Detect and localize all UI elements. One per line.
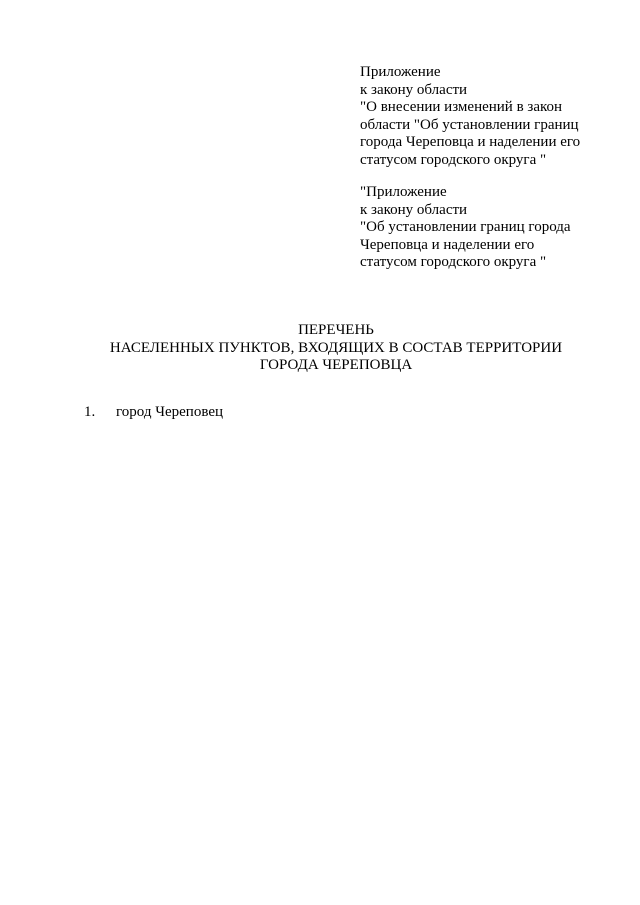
document-title-line: ГОРОДА ЧЕРЕПОВЦА xyxy=(259,357,413,373)
appendix-note-line: статусом городского округа " xyxy=(360,151,547,168)
appendix-note-line: города Череповца и наделении его xyxy=(360,134,581,150)
appendix-note xyxy=(360,64,630,169)
original-appendix-note xyxy=(360,184,630,272)
document-title-line: ПЕРЕЧЕНЬ xyxy=(298,322,374,338)
appendix-note-line: "О внесении изменений в закон xyxy=(360,99,563,115)
original-appendix-note-line: "Приложение xyxy=(360,184,447,200)
appendix-note-line: к закону области xyxy=(360,81,468,98)
appendix-note-line: области "Об установлении границ xyxy=(360,116,579,133)
list-item-number: 1. xyxy=(84,404,96,420)
document-title-line: НАСЕЛЕННЫХ ПУНКТОВ, ВХОДЯЩИХ В СОСТАВ ТЕРРИТОРИИ xyxy=(109,339,563,356)
original-appendix-note-line: статусом городского округа " xyxy=(360,254,547,270)
original-appendix-note-line: к закону области xyxy=(360,201,468,218)
appendix-note-line: Приложение xyxy=(360,64,441,80)
original-appendix-note-line: Череповца и наделении его xyxy=(360,236,535,253)
list-item-text: город Череповец xyxy=(116,404,223,420)
document-title xyxy=(40,322,632,375)
original-appendix-note-line: "Об установлении границ города xyxy=(360,219,571,235)
